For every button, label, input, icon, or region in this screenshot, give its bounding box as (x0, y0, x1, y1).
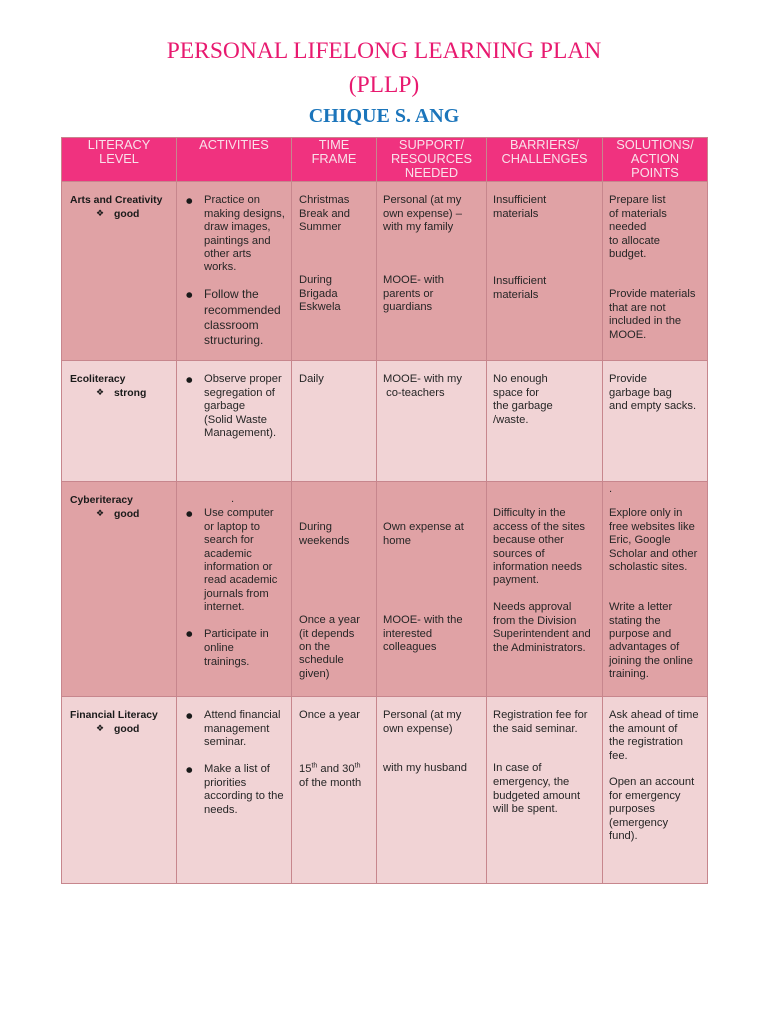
cell-text-line: the Administrators. (493, 641, 586, 654)
cell-text-line: recommended (204, 302, 281, 317)
cell-text-line: Make a list of (204, 763, 270, 776)
column-header-text: FRAME (311, 151, 357, 166)
cell-text-line: guardians (383, 301, 433, 314)
cell-text-line: stating the (609, 614, 661, 627)
cell-text-line: 15th and 30th (299, 762, 361, 775)
cell-text-line: access of the sites (493, 520, 586, 533)
column-header (292, 138, 376, 181)
cell-text-line: Observe proper (204, 373, 282, 386)
cell-text-line: for emergency (609, 789, 681, 802)
cell-text-line: Follow the (204, 287, 259, 302)
cell-text-line: materials (493, 207, 539, 220)
cell-text-line: Write a letter (609, 601, 673, 614)
cell-text-line: . (231, 493, 235, 506)
literacy-area: Ecoliteracy (70, 374, 126, 386)
cell-text-line: weekends (299, 534, 350, 547)
barriers-challenges-cell (487, 361, 602, 481)
cell-text-line: Open an account (609, 776, 695, 789)
diamond-bullet-icon: ❖ (96, 508, 105, 519)
activities-cell (177, 482, 291, 696)
cell-text-line: read academic (204, 574, 278, 587)
cell-text-line: Insufficient (493, 275, 547, 287)
cell-text-line: Daily (299, 373, 324, 386)
activities-cell (177, 361, 291, 481)
cell-text-line: garbage (204, 400, 246, 413)
column-header (177, 138, 291, 181)
cell-text-line: seminar. (204, 736, 247, 749)
cell-text-line: advantages of (609, 641, 680, 654)
cell-text-line: MOOE- with (383, 274, 444, 287)
cell-text-line: (emergency (609, 816, 669, 829)
cell-text-line: No enough (493, 373, 548, 386)
diamond-bullet-icon: ❖ (96, 208, 105, 219)
cell-text-line: the registration (609, 736, 684, 749)
cell-text-line: Eskwela (299, 301, 341, 314)
solutions-action-cell (603, 482, 707, 696)
cell-text-line: Superintendent and (493, 628, 591, 641)
table-header-row (61, 137, 708, 182)
cell-text-line: of the month (299, 777, 362, 789)
table-row (61, 360, 708, 482)
cell-text-line: on the (299, 640, 331, 653)
cell-text-line: works. (204, 261, 237, 274)
cell-text-line: Break and (299, 207, 350, 220)
cell-text-line: because other (493, 534, 564, 547)
cell-text-line: will be spent. (493, 803, 558, 816)
cell-text-line: information needs (493, 560, 582, 573)
cell-text-line: Eric, Google (609, 534, 671, 547)
cell-text-line: Use computer (204, 507, 274, 520)
cell-text-line: to allocate (609, 234, 660, 247)
column-header-text: CHALLENGES (501, 151, 588, 166)
table-row (61, 181, 708, 361)
cell-text-line: priorities (204, 776, 247, 789)
literacy-area: Financial Literacy (70, 710, 158, 722)
cell-text-line: academic (204, 547, 252, 560)
cell-text-line: Once a year (299, 709, 360, 722)
column-header-text: LEVEL (99, 151, 139, 166)
cell-text-line: Own expense at (383, 521, 464, 534)
diamond-bullet-icon: ❖ (96, 387, 105, 398)
cell-text-line: (Solid Waste (204, 413, 268, 426)
document-acronym: (PLLP) (348, 72, 420, 98)
cell-text-line: free websites like (609, 520, 695, 533)
cell-text-line: from the Division (493, 614, 577, 627)
barriers-challenges-cell (487, 482, 602, 696)
literacy-level-cell (62, 482, 176, 696)
literacy-level: good (114, 208, 140, 220)
barriers-challenges-cell (487, 697, 602, 883)
literacy-level: good (114, 723, 140, 735)
bullet-icon: ● (186, 629, 193, 638)
cell-text-line: the amount of (609, 722, 678, 735)
cell-text-line: search for (204, 534, 254, 547)
cell-text-line: (it depends (299, 627, 355, 640)
time-frame-cell (292, 697, 376, 883)
cell-text-line: schedule (299, 654, 344, 667)
barriers-challenges-cell (487, 182, 602, 360)
time-frame-cell (292, 361, 376, 481)
column-header-text: RESOURCES (390, 151, 473, 166)
column-header-text: TIME (318, 138, 350, 152)
cell-text-line: Management). (204, 427, 277, 440)
cell-text-line: interested (383, 627, 433, 640)
cell-text-line: home (383, 534, 411, 547)
cell-text-line: Personal (at my (383, 709, 462, 722)
literacy-level: good (114, 508, 140, 520)
column-header-text: NEEDED (404, 165, 459, 180)
literacy-level-cell (62, 697, 176, 883)
cell-text-line: with my family (383, 221, 454, 234)
column-header-text: BARRIERS/ (510, 138, 579, 152)
column-header (603, 138, 707, 181)
cell-text-line: joining the online (609, 654, 693, 667)
diamond-bullet-icon: ❖ (96, 723, 105, 734)
column-header (377, 138, 486, 181)
column-header-text: SOLUTIONS/ (616, 138, 694, 152)
cell-text-line: payment. (493, 574, 540, 587)
cell-text-line: internet. (204, 601, 245, 614)
cell-text-line: management (204, 722, 270, 735)
cell-text-line: During (299, 521, 332, 534)
cell-text-line: Christmas (299, 194, 350, 207)
bullet-icon: ● (186, 765, 193, 775)
support-resources-cell (377, 182, 486, 360)
cell-text-line: of materials (609, 207, 667, 220)
cell-text-line: space for (493, 386, 540, 399)
cell-text-line: and empty sacks. (609, 400, 697, 413)
time-frame-cell (292, 482, 376, 696)
document-title: PERSONAL LIFELONG LEARNING PLAN (166, 38, 602, 64)
solutions-action-cell (603, 697, 707, 883)
cell-text-line: Brigada (299, 287, 338, 300)
cell-text-line: structuring. (204, 333, 264, 348)
cell-text-line: In case of (493, 762, 542, 775)
cell-text-line: fee. (609, 749, 628, 762)
cell-text-line: Registration fee for (493, 709, 588, 722)
cell-text-line: or laptop to (204, 520, 260, 533)
cell-text-line: segregation of (204, 386, 275, 399)
column-header-text: ACTION (630, 151, 680, 166)
cell-text-line: needed (609, 221, 647, 234)
activities-cell (177, 697, 291, 883)
bullet-icon: ● (186, 711, 193, 721)
cell-text-line: paintings and (204, 234, 271, 247)
cell-text-line: the said seminar. (493, 722, 578, 735)
support-resources-cell (377, 482, 486, 696)
cell-text-line: Participate in (204, 628, 269, 640)
support-resources-cell (377, 697, 486, 883)
cell-text-line: Difficulty in the (493, 507, 566, 520)
cell-text-line: Practice on (204, 194, 260, 207)
cell-text-line: purpose and (609, 627, 672, 640)
column-header (487, 138, 602, 181)
cell-text-line: materials (493, 289, 539, 301)
cell-text-line: MOOE. (609, 328, 647, 341)
cell-text-line: according to the (204, 790, 284, 803)
cell-text-line: journals from (204, 587, 269, 600)
cell-text-line: own expense) – (383, 207, 462, 220)
cell-text-line: scholastic sites. (609, 561, 688, 574)
cell-text-line: During (299, 274, 332, 287)
cell-text-line: online (204, 642, 234, 654)
time-frame-cell (292, 182, 376, 360)
cell-text-line: Provide (609, 373, 647, 386)
cell-text-line: sources of (493, 547, 545, 560)
cell-text-line: given) (299, 667, 330, 680)
support-resources-cell (377, 361, 486, 481)
bullet-icon: ● (186, 290, 193, 300)
column-header (62, 138, 176, 181)
bullet-icon: ● (186, 196, 193, 206)
cell-text-line: /waste. (493, 413, 529, 426)
solutions-action-cell (603, 361, 707, 481)
bullet-icon: ● (186, 509, 193, 519)
cell-text-line: draw images, (204, 221, 271, 234)
cell-text-line: Needs approval (493, 601, 572, 614)
cell-text-line: Once a year (299, 614, 360, 627)
cell-text-line: colleagues (383, 641, 437, 654)
cell-text-line: Summer (299, 221, 342, 234)
cell-text-line: co-teachers (383, 386, 445, 399)
cell-text-line: Prepare list (609, 194, 666, 207)
author-name: CHIQUE S. ANG (308, 105, 460, 127)
column-header-text: LITERACY (87, 138, 151, 152)
cell-text-line: budgeted amount (493, 789, 581, 802)
literacy-area: Cyberiteracy (70, 495, 133, 507)
cell-text-line: Personal (at my (383, 194, 462, 207)
cell-text-line: making designs, (204, 207, 285, 220)
cell-text-line: garbage bag (609, 386, 672, 399)
cell-text-line: Scholar and other (609, 547, 698, 560)
cell-text-line: Insufficient (493, 194, 547, 207)
cell-text-line: trainings. (204, 656, 250, 668)
cell-text-line: classroom (204, 317, 259, 332)
cell-text-line: . (609, 483, 613, 496)
cell-text-line: purposes (609, 803, 656, 816)
cell-text-line: parents or (383, 287, 434, 300)
cell-text-line: training. (609, 667, 649, 680)
cell-text-line: Provide materials (609, 288, 696, 301)
literacy-level: strong (114, 387, 147, 399)
cell-text-line: with my husband (383, 762, 467, 775)
cell-text-line: Attend financial (204, 709, 281, 722)
cell-text-line: emergency, the (493, 775, 570, 788)
bullet-icon: ● (186, 375, 193, 385)
cell-text-line: MOOE- with the (383, 614, 463, 627)
cell-text-line: included in the (609, 315, 682, 328)
cell-text-line: needs. (204, 803, 238, 816)
cell-text-line: the garbage (493, 400, 553, 413)
column-header-text: POINTS (631, 165, 679, 180)
cell-text-line: information or (204, 561, 273, 573)
column-header-text: SUPPORT/ (398, 138, 465, 152)
table-row (61, 481, 708, 697)
column-header-text: ACTIVITIES (199, 138, 269, 152)
literacy-area: Arts and Creativity (70, 195, 163, 207)
table-row (61, 696, 708, 884)
cell-text-line: that are not (609, 301, 666, 314)
cell-text-line: other arts (204, 247, 252, 260)
cell-text-line: fund). (609, 830, 638, 843)
literacy-level-cell (62, 182, 176, 360)
activities-cell (177, 182, 291, 360)
cell-text-line: own expense) (383, 722, 453, 735)
learning-plan-table (61, 137, 708, 884)
cell-text-line: Ask ahead of time (609, 709, 699, 722)
cell-text-line: budget. (609, 247, 647, 260)
solutions-action-cell (603, 182, 707, 360)
cell-text-line: MOOE- with my (383, 373, 462, 386)
literacy-level-cell (62, 361, 176, 481)
cell-text-line: Explore only in (609, 507, 683, 520)
